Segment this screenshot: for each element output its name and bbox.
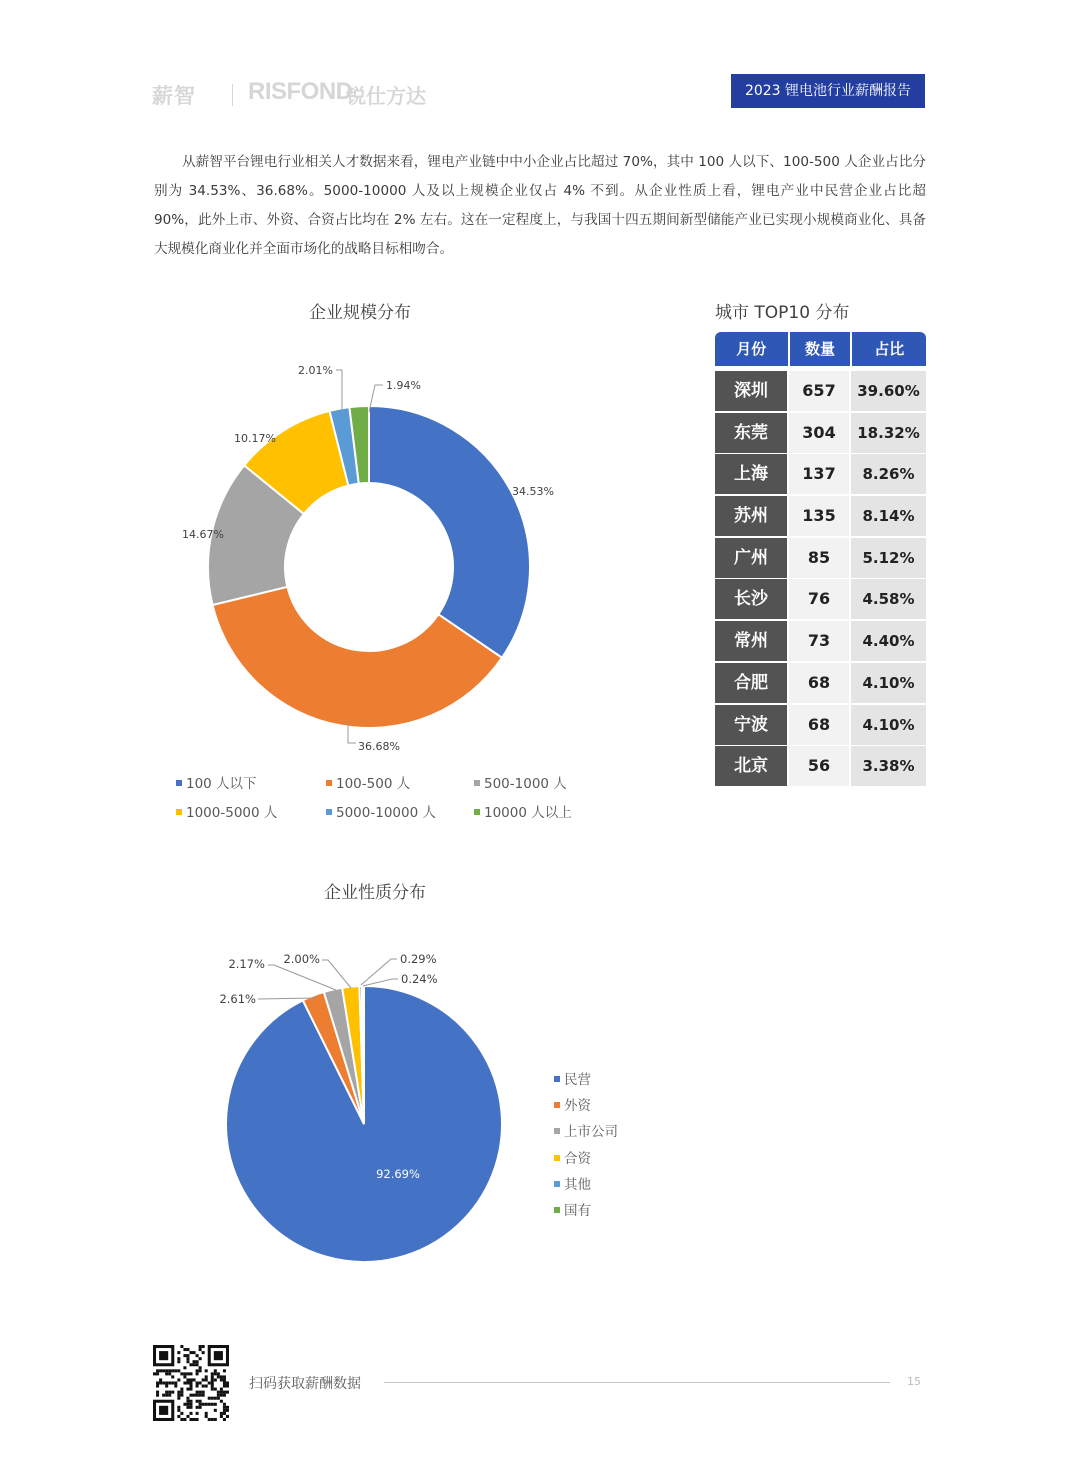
- legend-swatch: [554, 1181, 560, 1187]
- table-row: [715, 579, 926, 619]
- legend-swatch: [554, 1128, 560, 1134]
- share-cell: 5.12%: [851, 538, 926, 578]
- donut-data-label-0: 34.53%: [512, 485, 554, 498]
- pie-data-label-0: 92.69%: [376, 1167, 420, 1181]
- pie-leader-line-2: [268, 965, 336, 990]
- legend-label: 其他: [564, 1176, 591, 1193]
- legend-label: 外资: [564, 1098, 591, 1115]
- donut-data-label-5: 1.94%: [386, 379, 421, 392]
- scan-for-salary-data-text: 扫码获取薪酬数据: [249, 1376, 361, 1392]
- share-cell: 39.60%: [851, 371, 926, 411]
- share-cell: 8.14%: [851, 496, 926, 536]
- legend-label: 合资: [564, 1150, 591, 1167]
- city-cell: 东莞: [715, 413, 789, 453]
- col-header-count: 数量: [790, 332, 853, 366]
- share-cell: 4.10%: [851, 705, 926, 745]
- legend-label: 500-1000 人: [484, 776, 567, 792]
- legend-label: 100-500 人: [336, 776, 411, 792]
- table-body: [715, 371, 926, 786]
- pie-data-label-2: 2.17%: [228, 957, 265, 971]
- legend-label: 5000-10000 人: [336, 805, 436, 821]
- col-header-month: 月份: [715, 332, 790, 366]
- count-cell: 657: [789, 371, 851, 411]
- legend-swatch: [554, 1102, 560, 1108]
- legend-label: 上市公司: [564, 1124, 618, 1141]
- xinzhi-logo: 薪智: [152, 84, 196, 108]
- count-cell: 85: [789, 538, 851, 578]
- nature-chart-title: 企业性质分布: [324, 883, 426, 903]
- city-cell: 上海: [715, 454, 789, 494]
- legend-item-3: [176, 801, 277, 821]
- share-cell: 4.40%: [851, 621, 926, 661]
- qr-code: [153, 1345, 229, 1421]
- city-cell: 深圳: [715, 371, 789, 411]
- share-cell: 18.32%: [851, 413, 926, 453]
- legend-item-2: [554, 1120, 674, 1146]
- donut-data-label-2: 14.67%: [182, 528, 224, 541]
- risfond-logo-cn: 锐仕方达: [346, 84, 426, 108]
- count-cell: 135: [789, 496, 851, 536]
- city-cell: 北京: [715, 746, 789, 786]
- legend-swatch: [176, 780, 182, 786]
- share-cell: 3.38%: [851, 746, 926, 786]
- logo-divider: [232, 84, 233, 106]
- legend-item-1: [554, 1094, 674, 1120]
- share-cell: 4.10%: [851, 663, 926, 703]
- donut-data-label-3: 10.17%: [234, 432, 276, 445]
- count-cell: 68: [789, 705, 851, 745]
- city-top10-table: [715, 332, 926, 788]
- count-cell: 304: [789, 413, 851, 453]
- report-title-badge: 2023 锂电池行业薪酬报告: [731, 74, 925, 108]
- count-cell: 137: [789, 454, 851, 494]
- legend-swatch: [474, 780, 480, 786]
- legend-item-5: [554, 1199, 674, 1225]
- col-header-share: 占比: [874, 340, 905, 358]
- table-row: [715, 538, 926, 578]
- share-cell: 8.26%: [851, 454, 926, 494]
- legend-item-4: [326, 801, 436, 821]
- table-row: [715, 621, 926, 661]
- table-row: [715, 413, 926, 453]
- count-cell: 73: [789, 621, 851, 661]
- legend-label: 100 人以下: [186, 776, 257, 792]
- city-cell: 广州: [715, 538, 789, 578]
- legend-swatch: [326, 780, 332, 786]
- donut-leader-line-4: [336, 370, 342, 410]
- footer-divider: [384, 1382, 890, 1383]
- nature-pie-chart: [0, 940, 540, 1280]
- table-row: [715, 705, 926, 745]
- legend-item-5: [474, 801, 572, 821]
- pie-leader-line-4: [361, 959, 397, 985]
- legend-swatch: [554, 1155, 560, 1161]
- legend-label: 民营: [564, 1072, 591, 1088]
- nature-legend: [554, 1068, 674, 1225]
- legend-label: 国有: [564, 1202, 591, 1219]
- scale-donut-chart: [0, 340, 700, 760]
- count-cell: 56: [789, 746, 851, 786]
- count-cell: 76: [789, 579, 851, 619]
- legend-swatch: [474, 809, 480, 815]
- legend-swatch: [326, 809, 332, 815]
- legend-item-0: [554, 1068, 674, 1094]
- donut-slice-0: [369, 406, 530, 658]
- pie-data-label-5: 0.24%: [401, 972, 438, 986]
- donut-data-label-1: 36.68%: [358, 740, 400, 753]
- city-cell: 宁波: [715, 705, 789, 745]
- table-row: [715, 496, 926, 536]
- legend-swatch: [176, 809, 182, 815]
- table-row: [715, 371, 926, 411]
- risfond-logo: RISFOND: [248, 78, 353, 105]
- legend-item-0: [176, 772, 257, 792]
- count-cell: 68: [789, 663, 851, 703]
- table-row: [715, 663, 926, 703]
- legend-item-1: [326, 772, 410, 792]
- city-table-title: 城市 TOP10 分布: [715, 303, 850, 323]
- scale-legend: [176, 772, 596, 832]
- city-cell: 长沙: [715, 579, 789, 619]
- pie-data-label-4: 0.29%: [400, 952, 437, 966]
- scale-chart-title: 企业规模分布: [309, 303, 411, 323]
- legend-swatch: [554, 1207, 560, 1213]
- donut-data-label-4: 2.01%: [298, 364, 333, 377]
- pie-leader-line-5: [363, 979, 398, 986]
- pie-leader-line-3: [322, 960, 351, 988]
- intro-paragraph: 从薪智平台锂电行业相关人才数据来看，锂电产业链中中小企业占比超过 70%，其中 100 人以下、100-500 人企业占比分别为 34.53%、36.68%。5000-10000 人及以上规模企业仅占 4% 不到。从企业性质上看，锂电产业中民营企业占比超90%，此外上市、外资、合资占比均在 2% 左右。这在一定程度上，与我国十四五期间新型储能产业已实现小规模商业化、具备大规模化商业化并全面市场化的战略目标相吻合。: [154, 154, 926, 257]
- legend-label: 10000 人以上: [484, 805, 572, 821]
- pie-data-label-3: 2.00%: [283, 952, 320, 966]
- legend-label: 1000-5000 人: [186, 805, 278, 821]
- page-number: 15: [907, 1375, 921, 1388]
- share-cell: 4.58%: [851, 579, 926, 619]
- legend-item-2: [474, 772, 567, 792]
- pie-data-label-1: 2.61%: [219, 992, 256, 1006]
- city-cell: 合肥: [715, 663, 789, 703]
- legend-swatch: [554, 1076, 560, 1082]
- city-cell: 苏州: [715, 496, 789, 536]
- table-header: [715, 332, 926, 366]
- legend-item-4: [554, 1173, 674, 1199]
- table-row: [715, 454, 926, 494]
- table-row: [715, 746, 926, 786]
- legend-item-3: [554, 1147, 674, 1173]
- city-cell: 常州: [715, 621, 789, 661]
